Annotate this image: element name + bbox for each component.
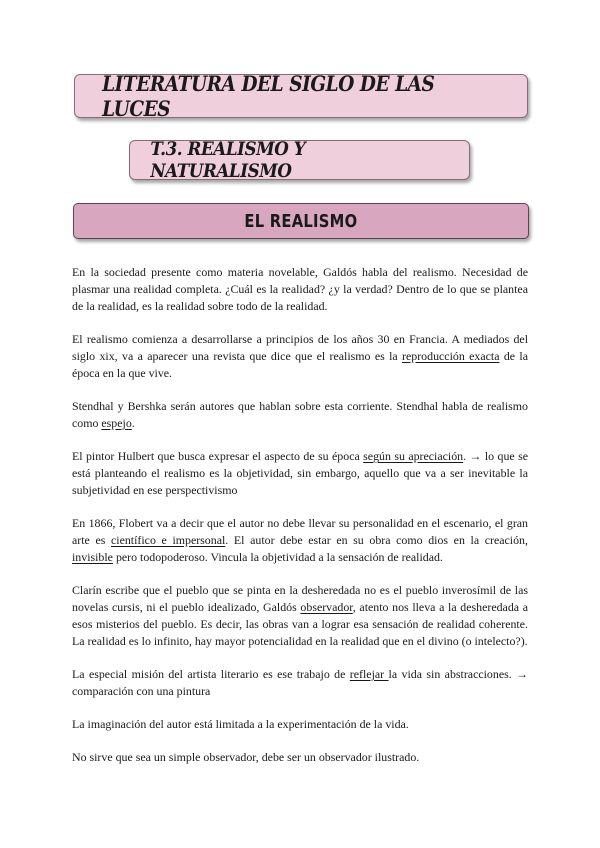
section-banner	[73, 203, 529, 239]
paragraph-7: La especial misión del artista literario es ese trabajo de reflejar la vida sin abstracciones. → comparación con una pintura	[72, 667, 528, 698]
underlined-term: reproducción exacta	[402, 349, 500, 363]
section-title: EL REALISMO	[244, 210, 358, 232]
topic-title: T.3. REALISMO Y NATURALISMO	[150, 138, 306, 182]
underlined-term: invisible	[72, 550, 113, 564]
document-title: LITERATURA DEL SIGLO DE LAS LUCES	[102, 71, 435, 121]
body-text	[72, 264, 528, 782]
paragraph-4: El pintor Hulbert que busca expresar el aspecto de su época según su apreciación. → lo que se está planteando el realismo es la objetividad, sin embargo, aquello que va a ser inevitable la subjetividad en ese perspectivismo	[72, 449, 528, 497]
topic-banner	[129, 140, 470, 180]
paragraph-8: La imaginación del autor está limitada a la experimentación de la vida.	[72, 717, 409, 731]
paragraph-2: El realismo comienza a desarrollarse a principios de los años 30 en Francia. A mediados del siglo xix, va a aparecer una revista que dice que el realismo es la reproducción exacta de la época en la que vive.	[72, 332, 528, 380]
underlined-term: espejo	[101, 416, 132, 430]
underlined-term: reflejar	[349, 667, 389, 681]
underlined-term: observador	[300, 600, 353, 614]
underlined-term: científico e impersonal	[111, 533, 226, 547]
document-title-banner	[74, 71, 528, 121]
paragraph-6: Clarín escribe que el pueblo que se pinta en la desheredada no es el pueblo inverosímil de las novelas cursis, ni el pueblo idealizado, Galdós observador, atento nos lleva a la desheredada a esos misterios del pueblo. Es decir, las obras van a lograr esa sensación de realidad coherente. La realidad es lo infinito, hay mayor potencialidad en la realidad que en el divino (o intelecto?).	[72, 583, 528, 648]
paragraph-3: Stendhal y Bershka serán autores que hablan sobre esta corriente. Stendhal habla de realismo como espejo.	[72, 399, 528, 430]
underlined-term: según su apreciación	[363, 449, 464, 463]
paragraph-1: En la sociedad presente como materia novelable, Galdós habla del realismo. Necesidad de plasmar una realidad completa. ¿Cuál es la realidad? ¿y la verdad? Dentro de lo que se plantea de la realidad, es la realidad sobre todo de la realidad.	[72, 265, 528, 313]
paragraph-9: No sirve que sea un simple observador, debe ser un observador ilustrado.	[72, 750, 420, 764]
paragraph-5: En 1866, Flobert va a decir que el autor no debe llevar su personalidad en el escenario, el gran arte es científico e impersonal. El autor debe estar en su obra como dios en la creación, invisible pero todopoderoso. Vincula la objetividad a la sensación de realidad.	[72, 516, 528, 564]
